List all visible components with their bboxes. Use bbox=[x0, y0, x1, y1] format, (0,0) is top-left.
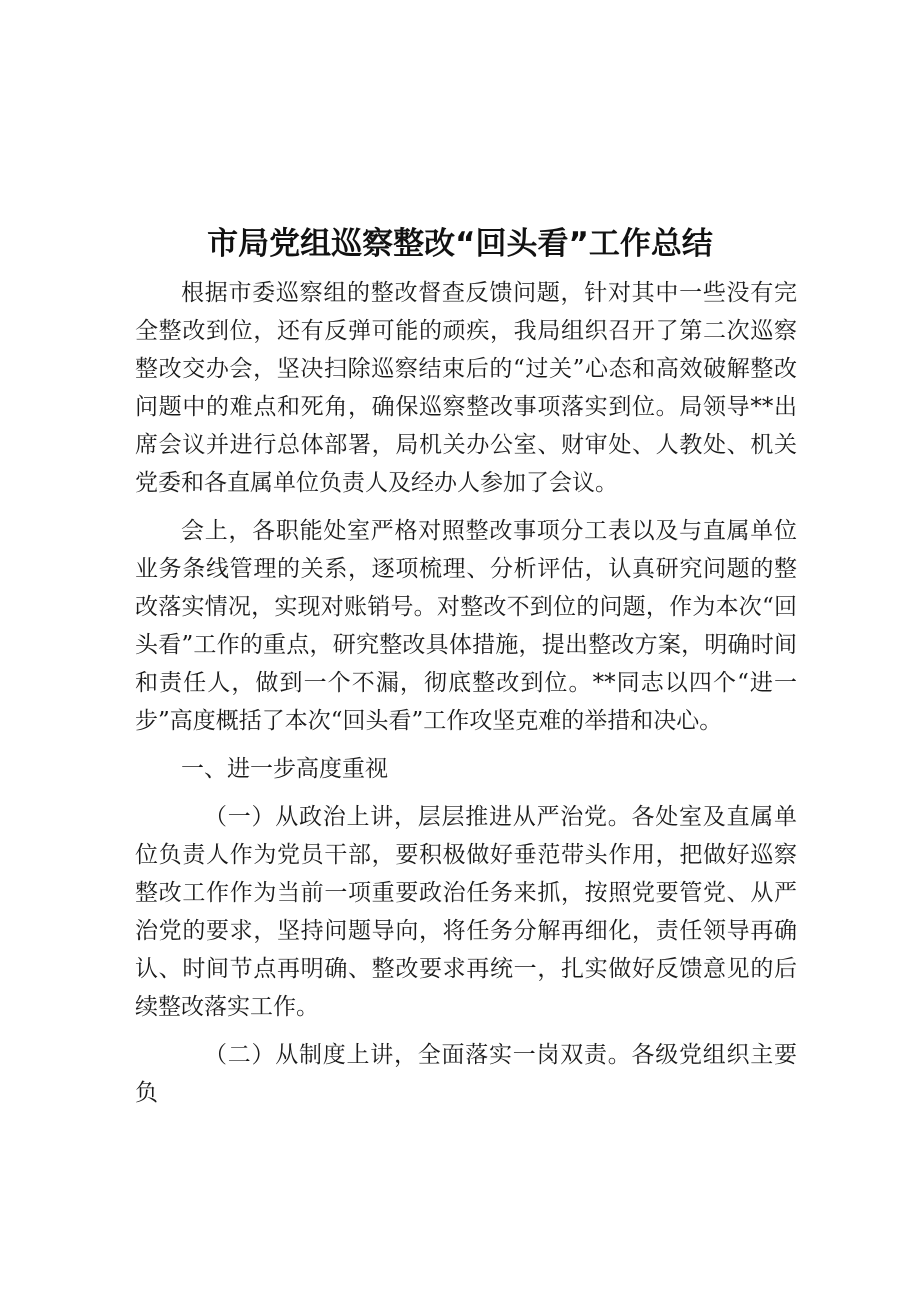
paragraph-meeting: 会上，各职能处室严格对照整改事项分工表以及与直属单位业务条线管理的关系，逐项梳理、分析评估，认真研究问题的整改落实情况，实现对账销号。对整改不到位的问题，作为本次“回头看”工作的重点，研究整改具体措施，提出整改方案，明确时间和责任人，做到一个不漏，彻底整改到位。**同志以四个“进一步”高度概括了本次“回头看”工作攻坚克难的举措和决心。 bbox=[135, 518, 797, 734]
paragraph-subsection-1: （一）从政治上讲，层层推进从严治党。各处室及直属单位负责人作为党员干部，要积极做好垂范带头作用，把做好巡察整改工作作为当前一项重要政治任务来抓，按照党要管党、从严治党的要求，坚持问题导向，将任务分解再细化，责任领导再确认、时间节点再明确、整改要求再统一，扎实做好反馈意见的后续整改落实工作。 bbox=[135, 804, 797, 1020]
section-heading-1: 一、进一步高度重视 bbox=[181, 756, 388, 782]
document-title: 市局党组巡察整改“回头看”工作总结 bbox=[207, 226, 713, 262]
document-body bbox=[135, 274, 797, 1122]
paragraph-subsection-2: （二）从制度上讲，全面落实一岗双责。各级党组织主要负 bbox=[135, 1042, 797, 1106]
paragraph-intro: 根据市委巡察组的整改督查反馈问题，针对其中一些没有完全整改到位，还有反弹可能的顽疾，我局组织召开了第二次巡察整改交办会，坚决扫除巡察结束后的“过关”心态和高效破解整改问题中的难点和死角，确保巡察整改事项落实到位。局领导**出席会议并进行总体部署，局机关办公室、财审处、人教处、机关党委和各直属单位负责人及经办人参加了会议。 bbox=[135, 280, 797, 496]
